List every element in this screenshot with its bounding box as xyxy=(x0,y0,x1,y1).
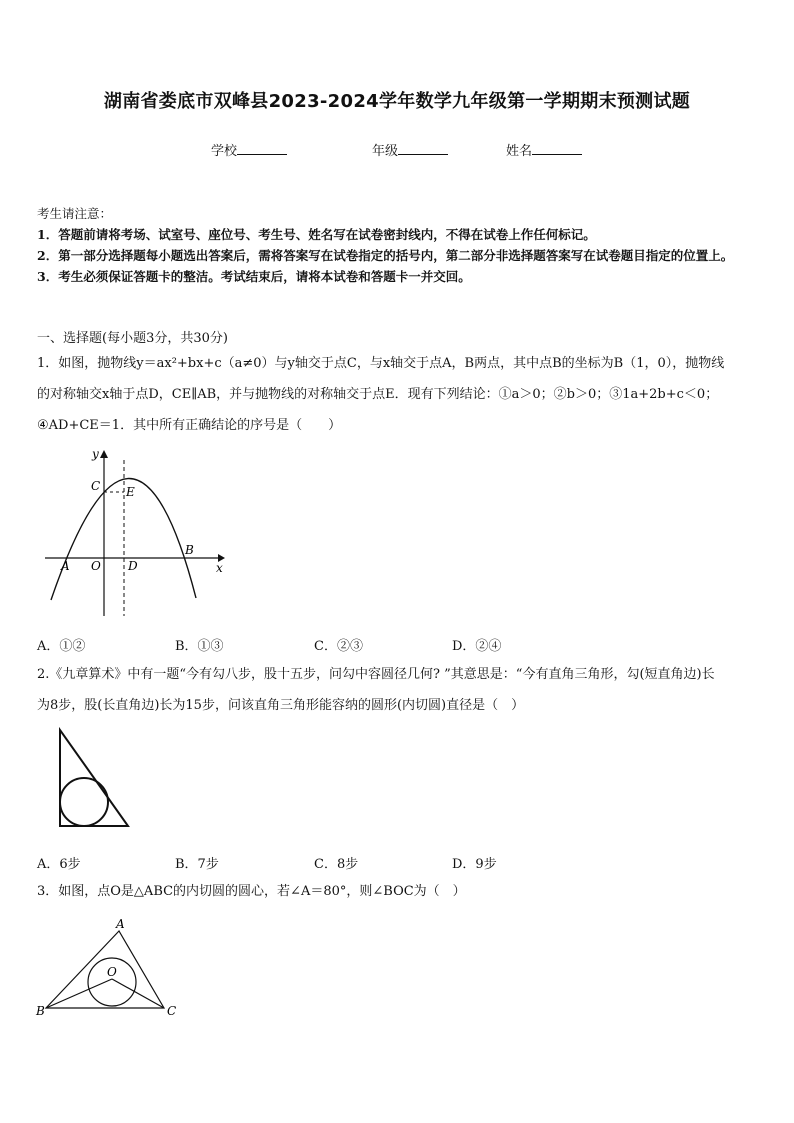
q2-choice-c[interactable]: C．8步 xyxy=(314,857,359,872)
question-3-line: 3．如图，点O是△ABC的内切圆的圆心，若∠A＝80°，则∠BOC为（ ） xyxy=(37,884,466,899)
q1-choice-a[interactable]: A．①② xyxy=(37,639,86,654)
notice-block xyxy=(37,203,757,287)
grade-blank[interactable] xyxy=(398,142,448,155)
q2-choices xyxy=(37,853,757,871)
triangle-abc xyxy=(46,931,164,1008)
name-label: 姓名 xyxy=(506,144,533,159)
q2-choice-a[interactable]: A．6步 xyxy=(37,857,81,872)
q2-choice-b[interactable]: B．7步 xyxy=(175,857,219,872)
name-blank[interactable] xyxy=(532,142,582,155)
question-2-line: 为8步，股(长直角边)长为15步，问该直角三角形能容纳的圆形(内切圆)直径是（ ） xyxy=(37,698,525,713)
school-field[interactable] xyxy=(211,140,287,159)
question-2 xyxy=(37,659,757,721)
notice-item: 3．考生必须保证答题卡的整洁。考试结束后，请将本试卷和答题卡一并交回。 xyxy=(37,269,471,284)
question-3 xyxy=(37,876,757,907)
incircle xyxy=(60,778,108,826)
question-1 xyxy=(37,348,757,441)
right-triangle xyxy=(60,730,128,826)
question-2-line: 2.《九章算术》中有一题“今有勾八步，股十五步，问勾中容圆径几何? ”其意思是：“今有直角三角形，勾(短直角边)长 xyxy=(37,667,715,682)
label-C: C xyxy=(91,479,101,493)
section-heading: 一、选择题(每小题3分，共30分) xyxy=(37,331,228,346)
label-x: x xyxy=(216,561,223,575)
q2-triangle-figure xyxy=(52,725,134,831)
q1-choice-c[interactable]: C．②③ xyxy=(314,639,363,654)
grade-field[interactable] xyxy=(372,140,448,159)
label-O: O xyxy=(107,965,117,979)
notice-item: 2．第一部分选择题每小题选出答案后，需将答案写在试卷指定的括号内，第二部分非选择题答案写在试卷题目指定的位置上。 xyxy=(37,248,734,263)
q1-choice-b[interactable]: B．①③ xyxy=(175,639,224,654)
label-A: A xyxy=(116,917,125,931)
name-field[interactable] xyxy=(506,140,582,159)
school-label: 学校 xyxy=(211,144,238,159)
label-D: D xyxy=(128,559,138,573)
q2-choice-d[interactable]: D．9步 xyxy=(452,857,497,872)
y-axis-arrow-icon xyxy=(100,450,108,458)
question-1-line: 的对称轴交x轴于点D，CE∥AB，并与抛物线的对称轴交于点E．现有下列结论：①a＞0；②b＞0；③1a+2b+c＜0； xyxy=(37,387,719,402)
page-title: 湖南省娄底市双峰县2023-2024学年数学九年级第一学期期末预测试题 xyxy=(103,91,691,112)
grade-label: 年级 xyxy=(372,144,399,159)
label-y: y xyxy=(92,447,99,461)
notice-item: 1．答题前请将考场、试室号、座位号、考生号、姓名写在试卷密封线内，不得在试卷上作任何标记。 xyxy=(37,227,596,242)
q1-choice-d[interactable]: D．②④ xyxy=(452,639,502,654)
question-1-line: 1．如图，抛物线y＝ax²+bx+c（a≠0）与y轴交于点C，与x轴交于点A，B两点，其中点B的坐标为B（1，0），抛物线 xyxy=(37,356,725,371)
school-blank[interactable] xyxy=(237,142,287,155)
label-A: A xyxy=(61,559,70,573)
question-1-line: ④AD+CE＝1．其中所有正确结论的序号是（ ） xyxy=(37,418,342,433)
label-C: C xyxy=(167,1004,177,1018)
notice-heading: 考生请注意： xyxy=(37,206,113,221)
q1-choices xyxy=(37,635,757,653)
label-B: B xyxy=(185,543,194,557)
label-O: O xyxy=(91,559,101,573)
label-B: B xyxy=(36,1004,45,1018)
label-E: E xyxy=(126,485,135,499)
q1-parabola-figure xyxy=(40,444,225,619)
q3-triangle-figure xyxy=(34,915,184,1023)
